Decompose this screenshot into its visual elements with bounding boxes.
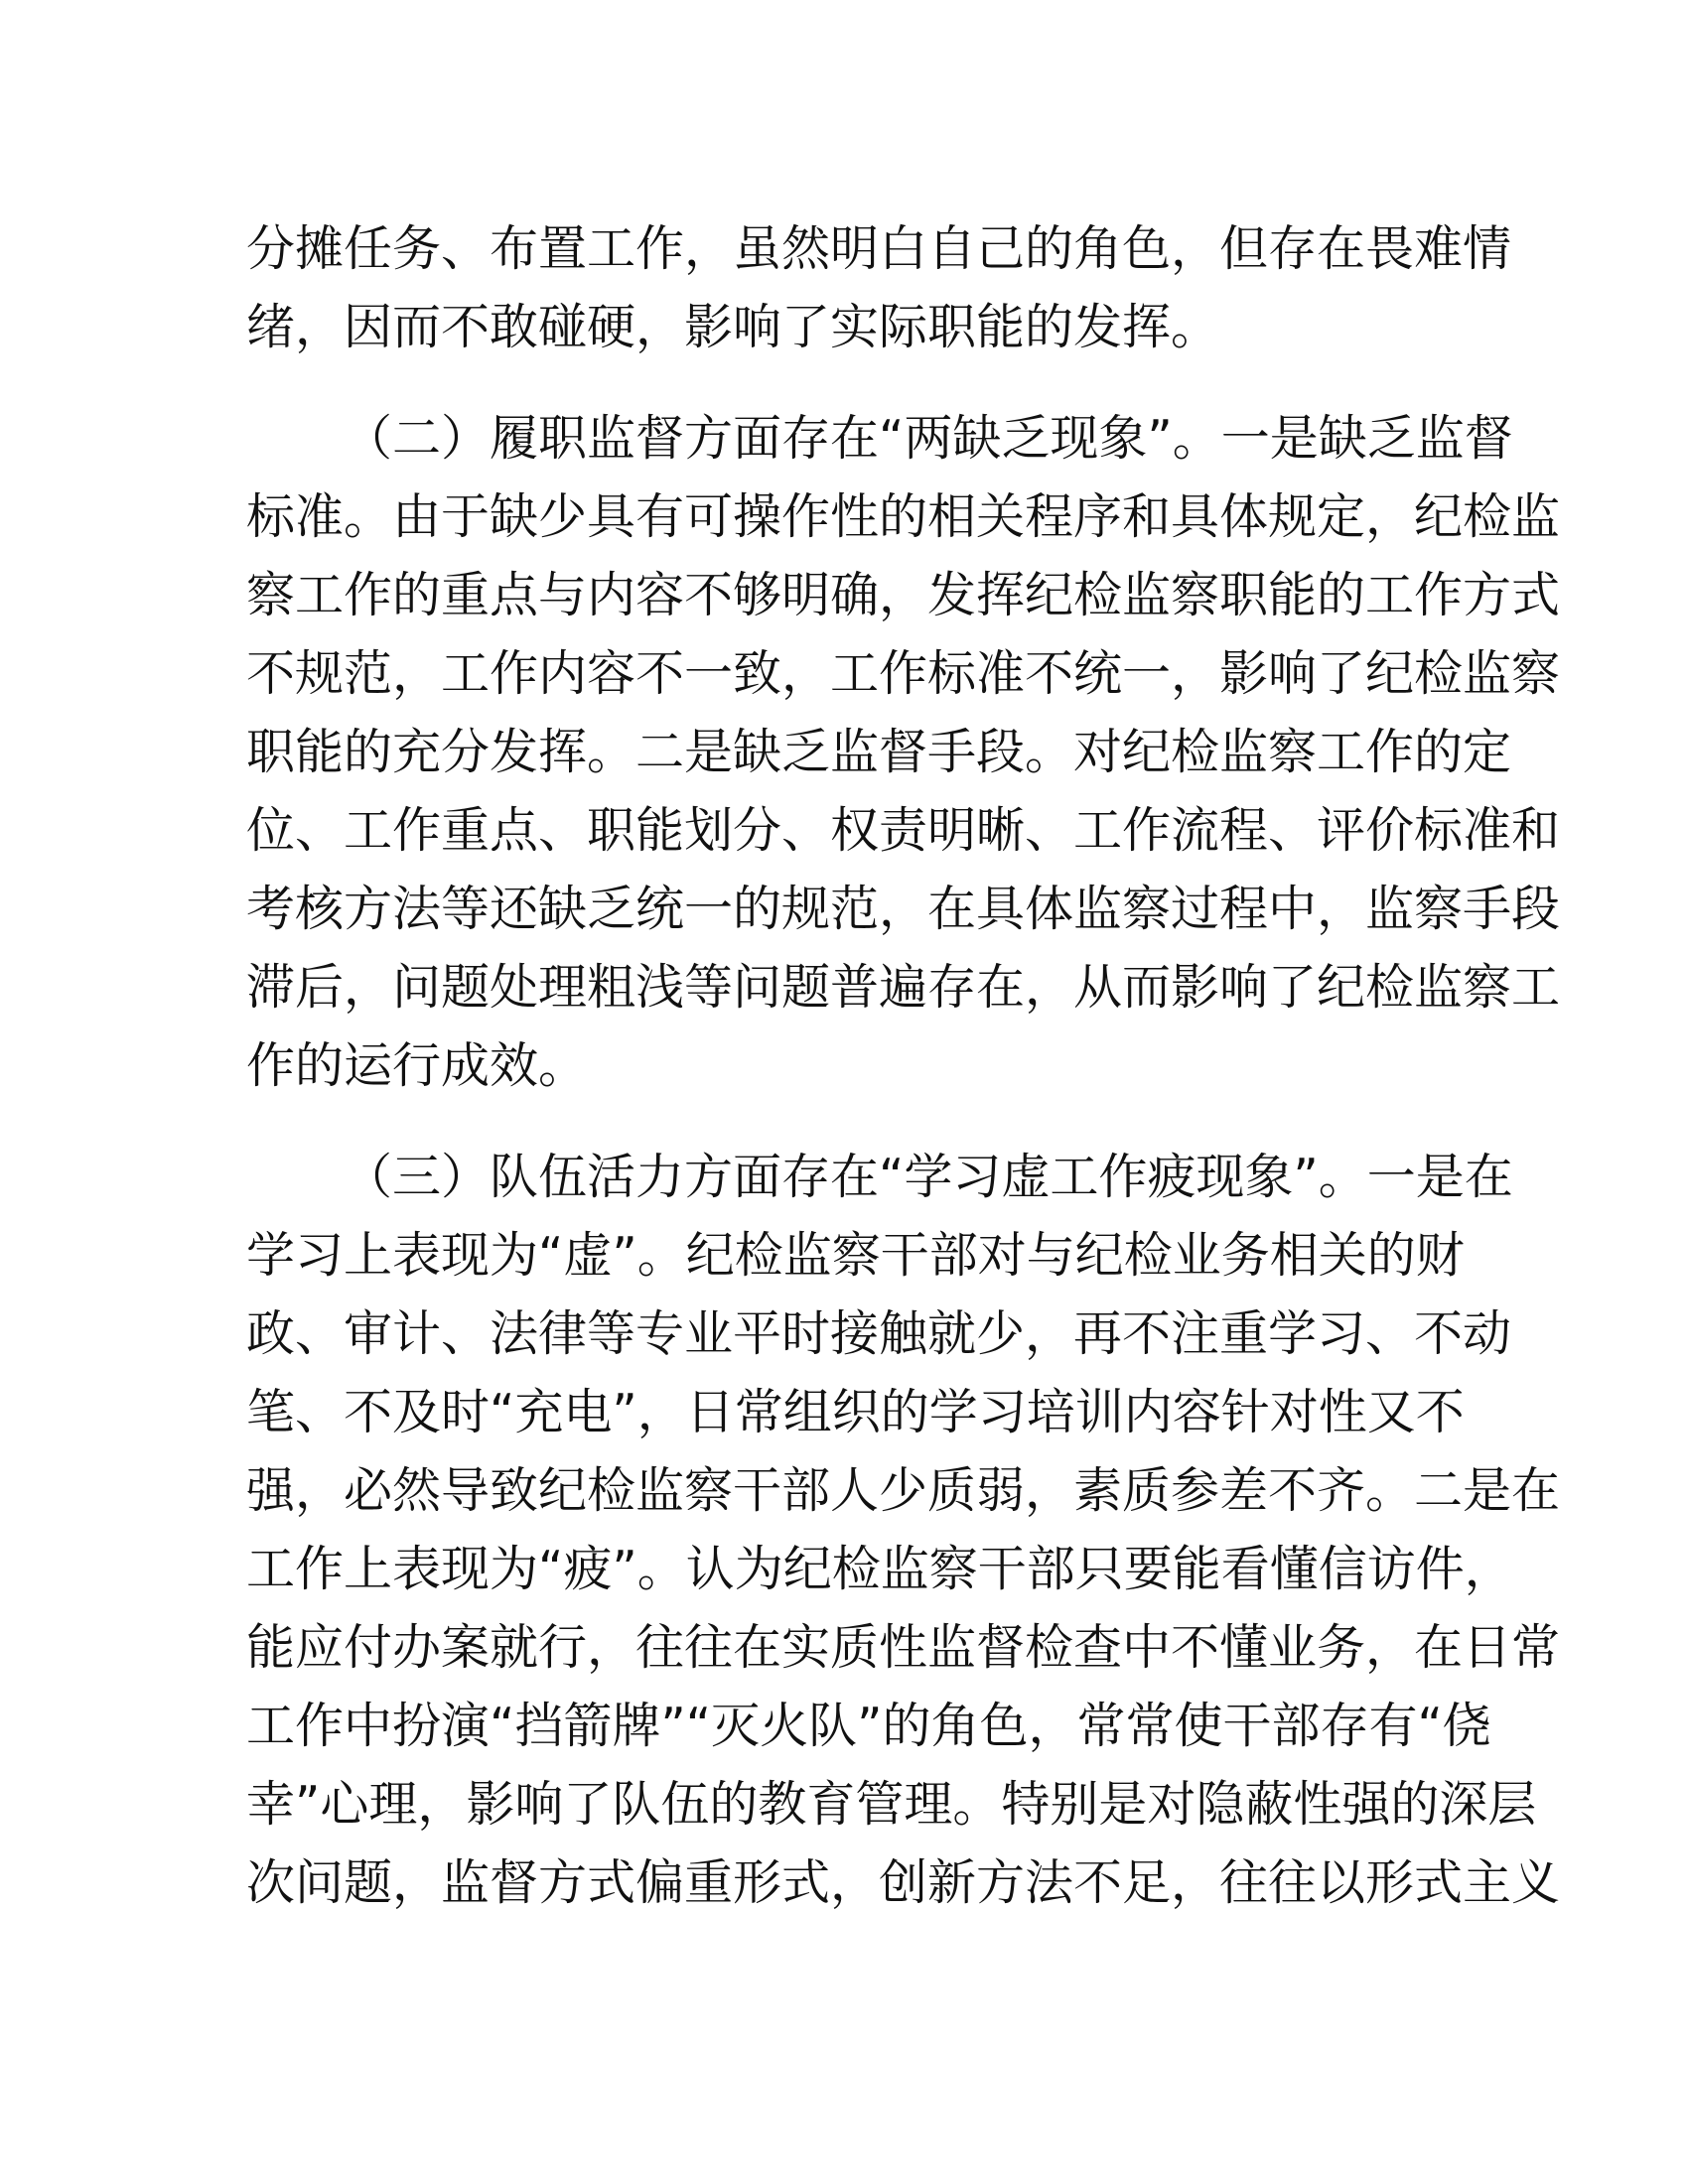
paragraph-team-vitality	[246, 1138, 1561, 1922]
text-line: 职能的充分发挥。二是缺乏监督手段。对纪检监察工作的定	[246, 724, 1512, 780]
text-line: 作的运行成效。	[246, 1037, 588, 1094]
text-line: 工作中扮演“挡箭牌”“灭火队”的角色，常常使干部存有“侥	[246, 1698, 1491, 1754]
text-line: 笔、不及时“充电”，日常组织的学习培训内容针对性又不	[246, 1384, 1465, 1440]
text-line: 不规范，工作内容不一致，工作标准不统一，影响了纪检监察	[246, 645, 1561, 702]
text-line: 滞后，问题处理粗浅等问题普遍存在，从而影响了纪检监察工	[246, 959, 1561, 1016]
text-line: 政、审计、法律等专业平时接触就少，再不注重学习、不动	[246, 1305, 1512, 1362]
text-line: 学习上表现为“虚”。纪检监察干部对与纪检业务相关的财	[246, 1227, 1465, 1284]
text-line: 标准。由于缺少具有可操作性的相关程序和具体规定，纪检监	[246, 488, 1561, 545]
paragraph-supervision	[246, 399, 1561, 1105]
text-line: 绪，因而不敢碰硬，影响了实际职能的发挥。	[246, 299, 1220, 355]
paragraph-continuation	[246, 209, 1512, 366]
text-line: （二）履职监督方面存在“两缺乏现象”。一是缺乏监督	[344, 410, 1513, 467]
text-line: （三）队伍活力方面存在“学习虚工作疲现象”。一是在	[344, 1149, 1513, 1205]
text-line: 察工作的重点与内容不够明确，发挥纪检监察职能的工作方式	[246, 567, 1561, 623]
text-line: 分摊任务、布置工作，虽然明白自己的角色，但存在畏难情	[246, 220, 1512, 277]
text-line: 能应付办案就行，往往在实质性监督检查中不懂业务，在日常	[246, 1619, 1561, 1676]
text-line: 考核方法等还缺乏统一的规范，在具体监察过程中，监察手段	[246, 881, 1561, 937]
text-line: 位、工作重点、职能划分、权责明晰、工作流程、评价标准和	[246, 802, 1561, 859]
document-body	[246, 209, 1561, 1922]
text-line: 工作上表现为“疲”。认为纪检监察干部只要能看懂信访件，	[246, 1541, 1513, 1597]
text-line: 次问题，监督方式偏重形式，创新方法不足，往往以形式主义	[246, 1854, 1561, 1911]
text-line: 强，必然导致纪检监察干部人少质弱，素质参差不齐。二是在	[246, 1462, 1561, 1519]
text-line: 幸”心理，影响了队伍的教育管理。特别是对隐蔽性强的深层	[246, 1776, 1537, 1833]
